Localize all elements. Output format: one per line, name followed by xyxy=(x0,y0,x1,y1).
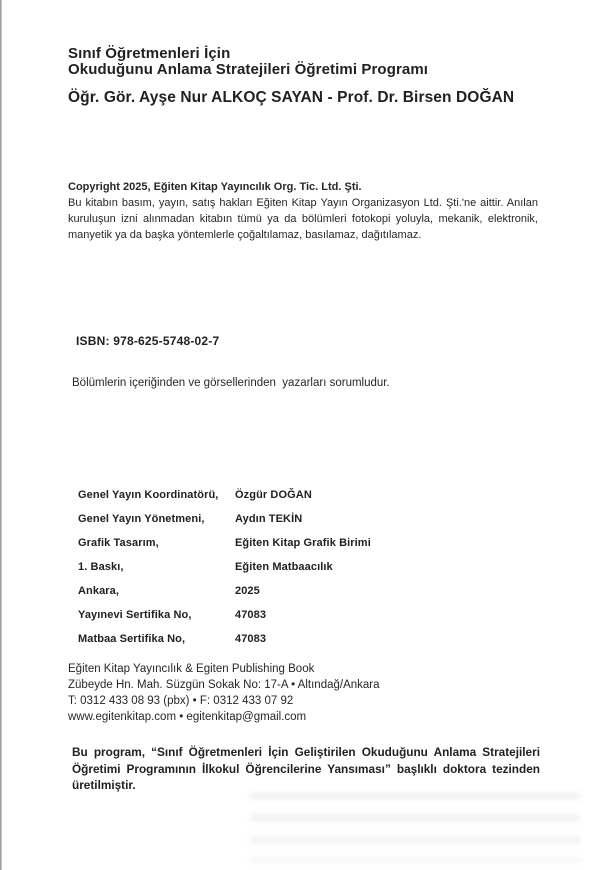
credits-row xyxy=(78,603,538,627)
responsibility-note: Bölümlerin içeriğinden ve görsellerinden yazarları sorumludur. xyxy=(72,377,390,389)
credits-row xyxy=(78,531,538,555)
credits-label: Grafik Tasarım, xyxy=(78,537,159,549)
credits-value: Aydın TEKİN xyxy=(235,513,303,525)
book-title-line1: Sınıf Öğretmenleri İçin xyxy=(68,45,231,62)
book-title-block xyxy=(68,46,538,78)
publisher-block xyxy=(68,661,538,725)
credits-label: Ankara, xyxy=(78,585,120,597)
credits-label: Yayınevi Sertifika No, xyxy=(78,609,192,621)
credits-row xyxy=(78,555,538,579)
credits-label: Genel Yayın Koordinatörü, xyxy=(78,489,219,501)
publisher-address: Zübeyde Hn. Mah. Süzgün Sokak No: 17-A • Altındağ/Ankara xyxy=(68,679,380,691)
isbn-block xyxy=(76,334,546,348)
copyright-block xyxy=(68,179,538,243)
scan-edge-line xyxy=(0,0,2,870)
credits-label: Genel Yayın Yönetmeni, xyxy=(78,513,205,525)
publisher-web-email: www.egitenkitap.com • egitenkitap@gmail.com xyxy=(68,711,307,723)
authors-line-block xyxy=(68,89,538,107)
credits-value: Eğiten Kitap Grafik Birimi xyxy=(235,537,371,549)
publisher-phone-fax: T: 0312 433 08 93 (pbx) • F: 0312 433 07 92 xyxy=(68,695,294,707)
credits-value: 47083 xyxy=(235,609,267,621)
copyright-rights-text: Bu kitabın basım, yayın, satış hakları Eğiten Kitap Yayın Organizasyon Ltd. Şti.'ne aittir. Anılan kuruluşun izni alınmadan kitabın tümü ya da bölümleri fotokopi yoluyla, mekanik, elektronik, manyetik ya da başka yöntemlerle çoğaltılamaz, basılamaz, dağıtılamaz. xyxy=(68,197,538,241)
credits-value: 47083 xyxy=(235,633,267,645)
bleed-through-ghost xyxy=(250,792,580,862)
credits-label: 1. Baskı, xyxy=(78,561,124,573)
credits-row xyxy=(78,579,538,603)
publisher-name: Eğiten Kitap Yayıncılık & Egiten Publishing Book xyxy=(68,663,315,675)
responsibility-note-block xyxy=(72,377,542,389)
credits-row xyxy=(78,483,538,507)
credits-label: Matbaa Sertifika No, xyxy=(78,633,186,645)
copyright-line: Copyright 2025, Eğiten Kitap Yayıncılık Org. Tic. Ltd. Şti. xyxy=(68,181,362,193)
thesis-note-block xyxy=(72,744,540,794)
credits-row xyxy=(78,627,538,651)
credits-table xyxy=(78,483,538,651)
credits-value: Eğiten Matbaacılık xyxy=(235,561,333,573)
isbn-number: ISBN: 978-625-5748-02-7 xyxy=(76,334,220,348)
authors-line: Öğr. Gör. Ayşe Nur ALKOÇ SAYAN - Prof. Dr. Birsen DOĞAN xyxy=(68,89,515,106)
book-title-line2: Okuduğunu Anlama Stratejileri Öğretimi Programı xyxy=(68,61,429,78)
credits-value: 2025 xyxy=(235,585,260,597)
credits-value: Özgür DOĞAN xyxy=(235,489,312,501)
thesis-note: Bu program, “Sınıf Öğretmenleri İçin Geliştirilen Okuduğunu Anlama Stratejileri Öğretimi Programının İlkokul Öğrencilerine Yansıması” başlıklı doktora tezinden üretilmiştir. xyxy=(72,745,540,792)
credits-row xyxy=(78,507,538,531)
